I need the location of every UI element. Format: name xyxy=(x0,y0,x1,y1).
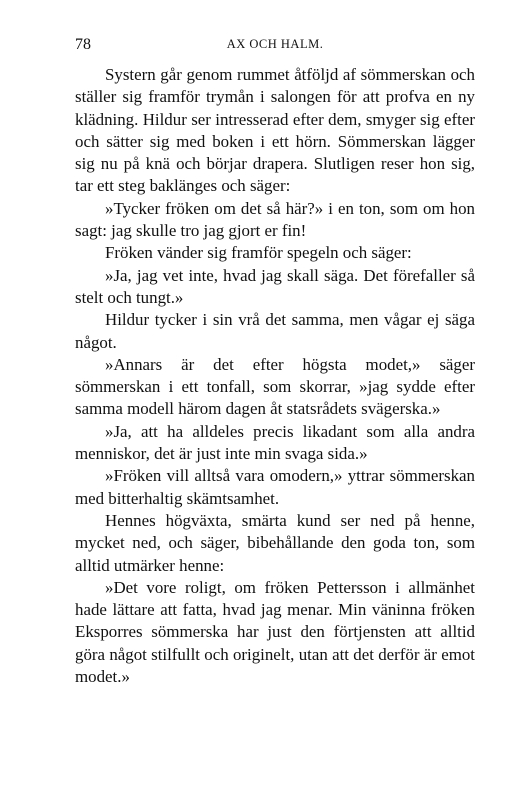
paragraph: »Ja, jag vet inte, hvad jag skall säga. Det förefaller så stelt och tungt.» xyxy=(75,265,475,307)
page-number: 78 xyxy=(75,36,91,53)
page-header xyxy=(75,36,475,56)
paragraph: Hennes högväxta, smärta kund ser ned på henne, mycket ned, och säger, bibehållande den goda ton, som alltid utmärker henne: xyxy=(75,510,475,575)
paragraph: »Annars är det efter högsta modet,» säger sömmerskan i ett tonfall, som skorrar, »jag sydde efter samma modell härom dagen åt statsrådets svägerska.» xyxy=(75,354,475,419)
paragraph: »Ja, att ha alldeles precis likadant som alla andra menniskor, det är just inte min svaga sida.» xyxy=(75,421,475,464)
paragraph: Systern går genom rummet åtföljd af sömmerskan och ställer sig framför trymån i salongen för att profva en ny klädning. Hildur ser intresserad efter dem, smyger sig efter och sätter sig med boken i ett hörn. Sömmerskan lägger sig nu på knä och börjar drapera. Slutligen reser hon sig, tar ett steg baklänges och säger: xyxy=(75,65,475,196)
paragraph: »Det vore roligt, om fröken Pettersson i allmänhet hade lättare att fatta, hvad jag menar. Min väninna fröken Eksporres sömmerska har just den förtjensten att alltid göra något stilfullt och originelt, utan att det derför är emot modet.» xyxy=(75,577,475,687)
paragraph: Fröken vänder sig framför spegeln och säger: xyxy=(105,243,412,263)
paragraph: »Fröken vill alltså vara omodern,» yttrar sömmerskan med bitterhaltig skämtsamhet. xyxy=(75,466,475,508)
paragraph: »Tycker fröken om det så här?» i en ton, som om hon sagt: jag skulle tro jag gjort er fin! xyxy=(75,198,475,241)
body-text xyxy=(75,64,475,688)
paragraph: Hildur tycker i sin vrå det samma, men vågar ej säga något. xyxy=(75,310,475,352)
running-title: AX OCH HALM. xyxy=(226,37,324,51)
